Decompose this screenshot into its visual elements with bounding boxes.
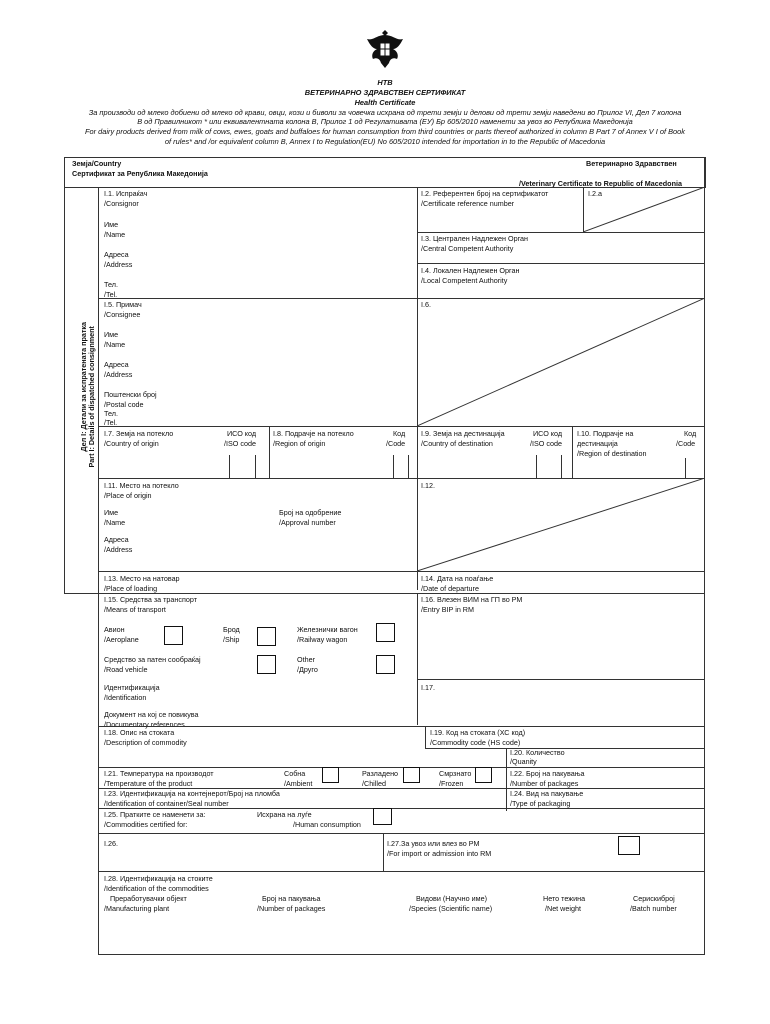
i20-label: I.20. Количество	[510, 748, 565, 757]
i12-strike	[417, 478, 705, 571]
documentary-ref-label-en: /Documentary references	[104, 720, 185, 729]
i20-label-en: /Quanity	[510, 757, 537, 766]
other-checkbox[interactable]	[376, 655, 395, 674]
i10-label: I.10. Подрачје на	[577, 429, 634, 438]
net-weight-label: Нето тежина	[543, 894, 586, 903]
document-acronym: НТВ	[377, 78, 393, 87]
frozen-checkbox[interactable]	[475, 767, 492, 783]
i19-label: I.19. Код на стоката (ХС код)	[430, 728, 526, 737]
railway-checkbox[interactable]	[376, 623, 395, 642]
i10-code-label: Код	[684, 429, 697, 438]
i21-label: I.21. Температура на производот	[104, 769, 214, 778]
approval-number-label: Број на одобрение	[279, 508, 342, 517]
i5-label-en: /Consignee	[104, 310, 141, 319]
i8-code-label: Код	[393, 429, 406, 438]
i2-label: I.2. Референтен број на сертификатот	[421, 189, 549, 198]
chilled-label: Разладено	[362, 769, 399, 778]
description-mk-line2: В од Правилникот * или еквивалентната колона В, Прилог 1 од Регулативата (ЕУ) Бр 605/2010 наменети за увоз во Република Македонија	[137, 117, 633, 126]
i24-label: I.24. Вид на пакување	[510, 789, 584, 798]
i3-label-en: /Central Competent Authority	[421, 244, 514, 253]
i9-label-en: /Country of destination	[421, 439, 493, 448]
i18-label: I.18. Опис на стоката	[104, 728, 175, 737]
i26-label: I.26.	[104, 839, 118, 848]
description-mk-line1: За производи од млеко добиени од млеко од крави, овци, кози и биволи за човечка исхрана од трети земји и делови од трети земји наведени во Прилог VI, Дел 7 колона	[88, 108, 682, 117]
i13-label-en: /Place of loading	[104, 584, 158, 593]
net-weight-label-en: /Net weight	[545, 904, 581, 913]
postal-code-label: Поштенски број	[104, 390, 157, 399]
i10-label-2: дестинација	[577, 439, 618, 448]
i13-label: I.13. Место на натовар	[104, 574, 180, 583]
consignee-tel-label: Тел.	[104, 409, 118, 418]
species-label: Видови (Научно име)	[416, 894, 487, 903]
i15-label: I.15. Средства за транспорт	[104, 595, 197, 604]
frozen-label: Смрзнато	[439, 769, 472, 778]
i14-label-en: /Date of departure	[421, 584, 479, 593]
ambient-label: Собна	[284, 769, 306, 778]
part-one-label-en: Part I: Details of dispatched consignment	[87, 326, 97, 468]
consignee-address-label: Адреса	[104, 360, 129, 369]
i3-label: I.3. Централен Надлежен Орган	[421, 234, 528, 243]
aeroplane-checkbox[interactable]	[164, 626, 183, 645]
description-en-line1: For dairy products derived from milk of cows, ewes, goats and buffaloes for human consumption from third countries or parts thereof authorized in column B Part 7 of Annex V I of Book	[85, 127, 685, 136]
documentary-ref-label: Документ на кој се повикува	[104, 710, 199, 719]
batch-number-label-en: /Batch number	[630, 904, 677, 913]
i23-label-en: /Identification of container/Seal number	[104, 799, 229, 808]
import-admission-checkbox[interactable]	[618, 836, 640, 855]
consignor-address-label-en: /Address	[104, 260, 133, 269]
manufacturing-plant-label-en: /Manufacturing plant	[104, 904, 170, 913]
i23-label: I.23. Идентификација на контејнерот/Број на пломба	[104, 789, 280, 798]
i9-label: I.9. Земја на дестинација	[421, 429, 505, 438]
consignor-tel-label: Тел.	[104, 280, 118, 289]
consignor-address-label: Адреса	[104, 250, 129, 259]
i10-label-en: /Region of destination	[577, 449, 647, 458]
consignor-name-label: Име	[104, 220, 119, 229]
origin-name-label-en: /Name	[104, 518, 126, 527]
road-vehicle-label: Средство за патен сообраќај	[104, 655, 201, 664]
aeroplane-label-en: /Aeroplane	[104, 635, 139, 644]
chilled-label-en: /Chilled	[362, 779, 386, 788]
ship-checkbox[interactable]	[257, 627, 276, 646]
aeroplane-label: Авион	[104, 625, 125, 634]
i8-label-en: /Region of origin	[273, 439, 326, 448]
country-label: Земја/Country	[72, 159, 122, 168]
human-consumption-label: Исхрана на луѓе	[257, 810, 312, 819]
i27-label-en: /For import or admission into RM	[387, 849, 492, 858]
approval-number-label-en: /Approval number	[279, 518, 336, 527]
packages-count-label: Број на пакувања	[262, 894, 321, 903]
ship-label: Брод	[223, 625, 240, 634]
certificate-title-mk: ВЕТЕРИНАРНО ЗДРАВСТВЕН СЕРТИФИКАТ	[304, 88, 466, 97]
human-consumption-label-en: /Human consumption	[293, 820, 361, 829]
packages-count-label-en: /Number of packages	[257, 904, 326, 913]
vet-cert-label-mk: Ветеринарно Здравствен	[586, 159, 677, 168]
ambient-checkbox[interactable]	[322, 767, 339, 783]
i16-label: I.16. Влезен ВИМ на ГП во РМ	[421, 595, 523, 604]
i2-label-en: /Certificate reference number	[421, 199, 515, 208]
i24-label-en: /Type of packaging	[510, 799, 571, 808]
i28-label-en: /Identification of the commodities	[104, 884, 209, 893]
i25-label: I.25. Пратките се наменети за:	[104, 810, 206, 819]
coat-of-arms-emblem	[363, 27, 407, 71]
origin-name-label: Име	[104, 508, 119, 517]
consignee-address-label-en: /Address	[104, 370, 133, 379]
railway-label: Железнички вагон	[297, 625, 358, 634]
i6-strike	[417, 298, 705, 426]
i7-iso-label: ИСО код	[227, 429, 257, 438]
identification-label-en: /Identification	[104, 693, 147, 702]
consignor-tel-label-en: /Tel.	[104, 290, 118, 299]
road-vehicle-label-en: /Road vehicle	[104, 665, 148, 674]
i11-label-en: /Place of origin	[104, 491, 152, 500]
batch-number-label: Серискиброј	[633, 894, 675, 903]
i1-label: I.1. Испраќач	[104, 189, 148, 198]
i7-iso-label-en: /ISO code	[224, 439, 256, 448]
human-consumption-checkbox[interactable]	[373, 808, 392, 825]
i25-label-en: /Commodities certified for:	[104, 820, 188, 829]
i27-label: I.27.За увоз или влез во РМ	[387, 839, 480, 848]
i16-label-en: /Entry BIP in RM	[421, 605, 474, 614]
consignee-tel-label-en: /Tel.	[104, 418, 118, 427]
i8-code-label-en: /Code	[386, 439, 406, 448]
i11-label: I.11. Место на потекло	[104, 481, 179, 490]
vet-cert-label-en: /Veterinary Certificate to Republic of Macedonia	[519, 179, 682, 188]
i5-label: I.5. Примач	[104, 300, 142, 309]
ambient-label-en: /Ambient	[284, 779, 313, 788]
identification-label: Идентификација	[104, 683, 160, 692]
i17-label: I.17.	[421, 683, 435, 692]
postal-code-label-en: /Postal code	[104, 400, 144, 409]
description-en-line2: of rules* and /or equivalent column B, Annex I to Regulation(EU) No 605/2010 intended for importation in to the Republic of Macedonia	[164, 137, 606, 146]
certificate-rm-label: Сертификат за Република Македонија	[72, 169, 208, 178]
certificate-title-en: Health Certificate	[354, 98, 416, 107]
other-label: Other	[297, 655, 315, 664]
i4-label-en: /Local Competent Authority	[421, 276, 508, 285]
i1-label-en: /Consignor	[104, 199, 139, 208]
origin-address-label-en: /Address	[104, 545, 133, 554]
i7-label: I.7. Земја на потекло	[104, 429, 174, 438]
i22-label-en: /Number of packages	[510, 779, 579, 788]
i12-label: I.12.	[421, 481, 435, 490]
species-label-en: /Species (Scientific name)	[409, 904, 493, 913]
i19-label-en: /Commodity code (HS code)	[430, 738, 521, 747]
i14-label: I.14. Дата на поаѓање	[421, 574, 494, 583]
i10-code-label-en: /Code	[676, 439, 696, 448]
manufacturing-plant-label: Преработувачки објект	[110, 894, 187, 903]
i15-label-en: /Means of transport	[104, 605, 166, 614]
chilled-checkbox[interactable]	[403, 767, 420, 783]
i4-label: I.4. Локален Надлежен Орган	[421, 266, 520, 275]
frozen-label-en: /Frozen	[439, 779, 464, 788]
consignee-name-label-en: /Name	[104, 340, 126, 349]
consignor-name-label-en: /Name	[104, 230, 126, 239]
i7-label-en: /Country of origin	[104, 439, 159, 448]
i2a-label: I.2.a	[588, 189, 602, 198]
i28-label: I.28. Идентификација на стоките	[104, 874, 213, 883]
i22-label: I.22. Број на пакувања	[510, 769, 585, 778]
i8-label: I.8. Подрачје на потекло	[273, 429, 354, 438]
consignee-name-label: Име	[104, 330, 119, 339]
origin-address-label: Адреса	[104, 535, 129, 544]
other-label-en: /Друго	[297, 665, 318, 674]
part-one-label-mk: Дел I: Детали за испратената пратка	[79, 322, 89, 452]
i9-iso-label-en: /ISO code	[530, 439, 562, 448]
road-vehicle-checkbox[interactable]	[257, 655, 276, 674]
part-one-label	[68, 320, 96, 470]
i2a-strike	[583, 187, 705, 232]
i6-label: I.6.	[421, 300, 431, 309]
i18-label-en: /Description of commodity	[104, 738, 187, 747]
railway-label-en: /Railway wagon	[297, 635, 348, 644]
i21-label-en: /Temperature of the product	[104, 779, 193, 788]
i9-iso-label: ИСО код	[533, 429, 563, 438]
ship-label-en: /Ship	[223, 635, 240, 644]
